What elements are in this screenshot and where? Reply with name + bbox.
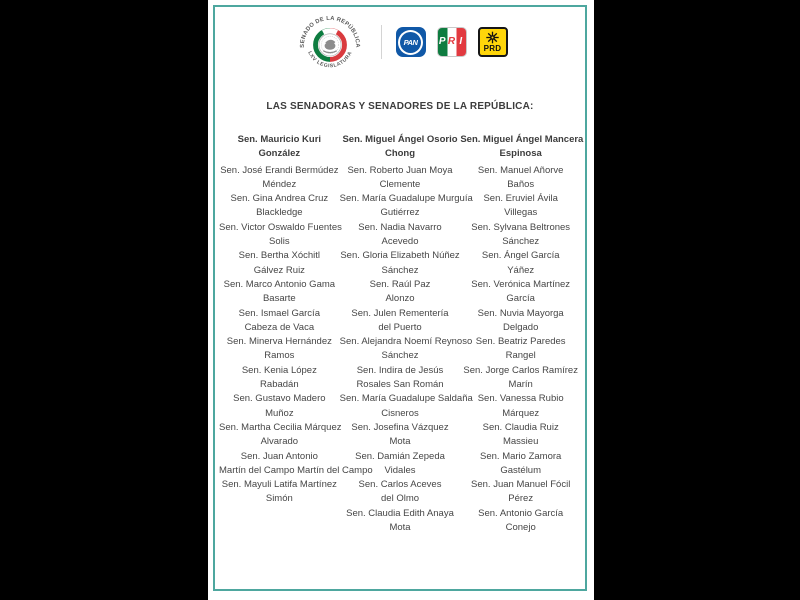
- name-line: Pérez: [508, 493, 534, 505]
- pan-label: PAN: [403, 37, 418, 47]
- name-line: Sánchez: [502, 236, 540, 248]
- senator-name: [460, 450, 581, 479]
- name-line: Solis: [269, 236, 290, 248]
- senator-name: [339, 392, 473, 421]
- name-line: García: [506, 293, 535, 305]
- senator-columns: [215, 133, 585, 535]
- seal-ribbon-white: [323, 31, 337, 33]
- name-line: Sen. Nuvia Mayorga: [477, 307, 564, 319]
- senator-name: [460, 249, 581, 278]
- pri-letter-i: I: [459, 36, 463, 47]
- senator-name: [339, 335, 473, 364]
- name-line: Márquez: [502, 407, 540, 419]
- senator-name: [219, 364, 340, 393]
- name-line: Sen. Gustavo Madero: [233, 393, 326, 405]
- name-line: Sen. Kenia López: [241, 364, 317, 376]
- name-line: Massieu: [502, 436, 539, 448]
- senator-name: [219, 164, 340, 193]
- name-line: Sen. Claudia Ruiz: [482, 421, 559, 433]
- name-line: Alvarado: [260, 436, 299, 448]
- name-line: Sen. Mayuli Latifa Martínez: [221, 479, 337, 491]
- name-line: Blackledge: [256, 207, 303, 219]
- name-line: Sen. José Erandi Bermúdez: [220, 164, 339, 176]
- name-line: Sen. Bertha Xóchitl: [238, 250, 320, 262]
- name-line: Gastélum: [500, 464, 541, 476]
- name-line: Sen. Nadia Navarro: [358, 221, 442, 233]
- name-line: Sen. Minerva Hernández: [226, 336, 332, 348]
- pan-core: [400, 32, 421, 53]
- name-line: Sen. Marco Antonio Gama: [223, 278, 336, 290]
- name-line: Sen. Miguel Ángel Osorio: [342, 134, 458, 145]
- senator-name: [219, 450, 373, 479]
- logo-separator: [381, 25, 382, 59]
- coordinator-name: [460, 133, 584, 162]
- senator-name: [340, 450, 461, 479]
- senator-column-1: [219, 133, 373, 535]
- name-line: Sen. Manuel Añorve: [477, 164, 564, 176]
- senator-name: [460, 507, 581, 536]
- name-line: Marín: [508, 379, 533, 391]
- name-line: Méndez: [262, 178, 297, 190]
- senator-name: [219, 421, 340, 450]
- senator-name: [460, 392, 581, 421]
- name-line: Cisneros: [381, 407, 419, 419]
- name-line: Alonzo: [385, 293, 415, 305]
- senator-name: [460, 164, 581, 193]
- name-line: Sen. Roberto Juan Moya: [347, 164, 453, 176]
- name-line: González: [258, 148, 301, 160]
- name-line: Martín del Campo Martín del Campo: [219, 464, 373, 476]
- senator-name: [340, 221, 461, 250]
- senator-name: [340, 421, 461, 450]
- name-line: Villegas: [504, 207, 538, 219]
- senator-name: [340, 278, 461, 307]
- name-line: Sen. Ismael García: [238, 307, 320, 319]
- name-line: Sen. Juan Manuel Fócil: [471, 479, 571, 491]
- name-line: Ramos: [264, 350, 295, 362]
- seal-top-caption: SENADO DE LA REPÚBLICA: [299, 15, 360, 48]
- senator-name: [340, 164, 461, 193]
- senator-name: [219, 192, 340, 221]
- name-line: Rosales San Román: [356, 379, 444, 391]
- pri-letter-p: P: [438, 36, 446, 47]
- senator-name: [460, 192, 581, 221]
- name-line: Sen. Raúl Paz: [369, 278, 431, 290]
- name-line: Sen. Miguel Ángel Mancera: [460, 134, 584, 145]
- name-line: Conejo: [505, 522, 536, 534]
- name-line: Sen. Ángel García: [481, 250, 560, 262]
- name-line: Espinosa: [499, 148, 542, 160]
- name-line: Sen. Sylvana Beltrones: [471, 221, 571, 233]
- senator-name: [460, 478, 581, 507]
- name-line: Sen. Mauricio Kuri: [237, 134, 322, 145]
- name-line: Sen. Carlos Aceves: [358, 479, 442, 491]
- seal-bottom-caption: LXV LEGISLATURA: [305, 50, 354, 70]
- name-line: Sen. Jorge Carlos Ramírez: [463, 364, 578, 376]
- senator-name: [340, 249, 461, 278]
- senator-name: [219, 392, 340, 421]
- name-line: Basarte: [262, 293, 296, 305]
- name-line: Simón: [265, 493, 293, 505]
- name-line: Sen. Mario Zamora: [480, 450, 562, 462]
- name-line: Sánchez: [381, 264, 419, 276]
- prd-sun-icon: [485, 31, 500, 44]
- name-line: Gálvez Ruiz: [253, 264, 305, 276]
- senator-name: [460, 221, 581, 250]
- pan-logo: [396, 27, 426, 57]
- senator-name: [340, 307, 461, 336]
- pri-logo: [437, 27, 467, 57]
- senator-name: [219, 249, 340, 278]
- name-line: Acevedo: [381, 236, 419, 248]
- name-line: Sen. María Guadalupe Saldaña: [339, 393, 473, 405]
- name-line: Rangel: [505, 350, 536, 362]
- name-line: Sen. Verónica Martínez: [471, 278, 571, 290]
- senator-column-2: [339, 133, 473, 535]
- name-line: Vidales: [384, 464, 416, 476]
- coordinator-name: [219, 133, 340, 162]
- prd-label: PRD: [483, 44, 502, 53]
- senator-name: [460, 364, 581, 393]
- senator-name: [460, 278, 581, 307]
- name-line: Sen. Gloria Elizabeth Núñez: [340, 250, 460, 262]
- pri-label: [438, 37, 466, 47]
- name-line: Yáñez: [507, 264, 535, 276]
- senator-name: [339, 192, 473, 221]
- coordinator-name: [340, 133, 461, 162]
- senator-name: [219, 307, 340, 336]
- name-line: Sen. Julen Rementería: [351, 307, 449, 319]
- senator-column-3: [460, 133, 584, 535]
- name-line: Rabadán: [260, 379, 299, 391]
- senator-name: [340, 507, 461, 536]
- name-line: Sen. Martha Cecilia Márquez: [219, 421, 342, 433]
- name-line: Mota: [389, 522, 411, 534]
- name-line: Sen. Antonio García: [478, 507, 564, 519]
- name-line: Sen. Victor Oswaldo Fuentes: [219, 221, 342, 233]
- name-line: del Puerto: [378, 321, 422, 333]
- page-title: LAS SENADORAS Y SENADORES DE LA REPÚBLICA:: [266, 101, 534, 112]
- name-line: Mota: [389, 436, 411, 448]
- document-page: [208, 0, 594, 600]
- senator-name: [219, 278, 340, 307]
- name-line: Sánchez: [381, 350, 419, 362]
- pri-letter-r: R: [447, 36, 456, 47]
- header-logos: [215, 13, 585, 71]
- name-line: Sen. Beatriz Paredes: [475, 336, 566, 348]
- name-line: Clemente: [379, 178, 421, 190]
- senate-seal: [293, 13, 367, 71]
- name-line: Muñoz: [265, 407, 294, 419]
- name-line: Cabeza de Vaca: [244, 321, 315, 333]
- name-line: Sen. Juan Antonio: [240, 450, 318, 462]
- name-line: Baños: [507, 178, 535, 190]
- senator-name: [460, 307, 581, 336]
- name-line: Sen. Gina Andrea Cruz: [230, 193, 329, 205]
- prd-logo: [478, 27, 508, 57]
- senator-name: [219, 478, 340, 507]
- page-border-frame: [213, 5, 587, 591]
- name-line: Sen. Claudia Edith Anaya: [346, 507, 454, 519]
- name-line: Sen. Damián Zepeda: [355, 450, 445, 462]
- name-line: Sen. Vanessa Rubio: [477, 393, 564, 405]
- name-line: Gutiérrez: [380, 207, 420, 219]
- senator-name: [219, 335, 340, 364]
- name-line: Sen. Josefina Vázquez: [351, 421, 449, 433]
- senator-name: [460, 335, 581, 364]
- senator-name: [340, 364, 461, 393]
- name-line: Delgado: [502, 321, 539, 333]
- pan-ring: [398, 30, 423, 55]
- name-line: Sen. María Guadalupe Murguía: [339, 193, 473, 205]
- name-line: Sen. Alejandra Noemí Reynoso: [339, 336, 473, 348]
- name-line: Chong: [384, 148, 416, 160]
- senator-name: [460, 421, 581, 450]
- name-line: Sen. Indira de Jesús: [356, 364, 444, 376]
- name-line: Sen. Eruviel Ávila: [483, 193, 558, 205]
- name-line: del Olmo: [381, 493, 420, 505]
- senator-name: [219, 221, 340, 250]
- senator-name: [340, 478, 461, 507]
